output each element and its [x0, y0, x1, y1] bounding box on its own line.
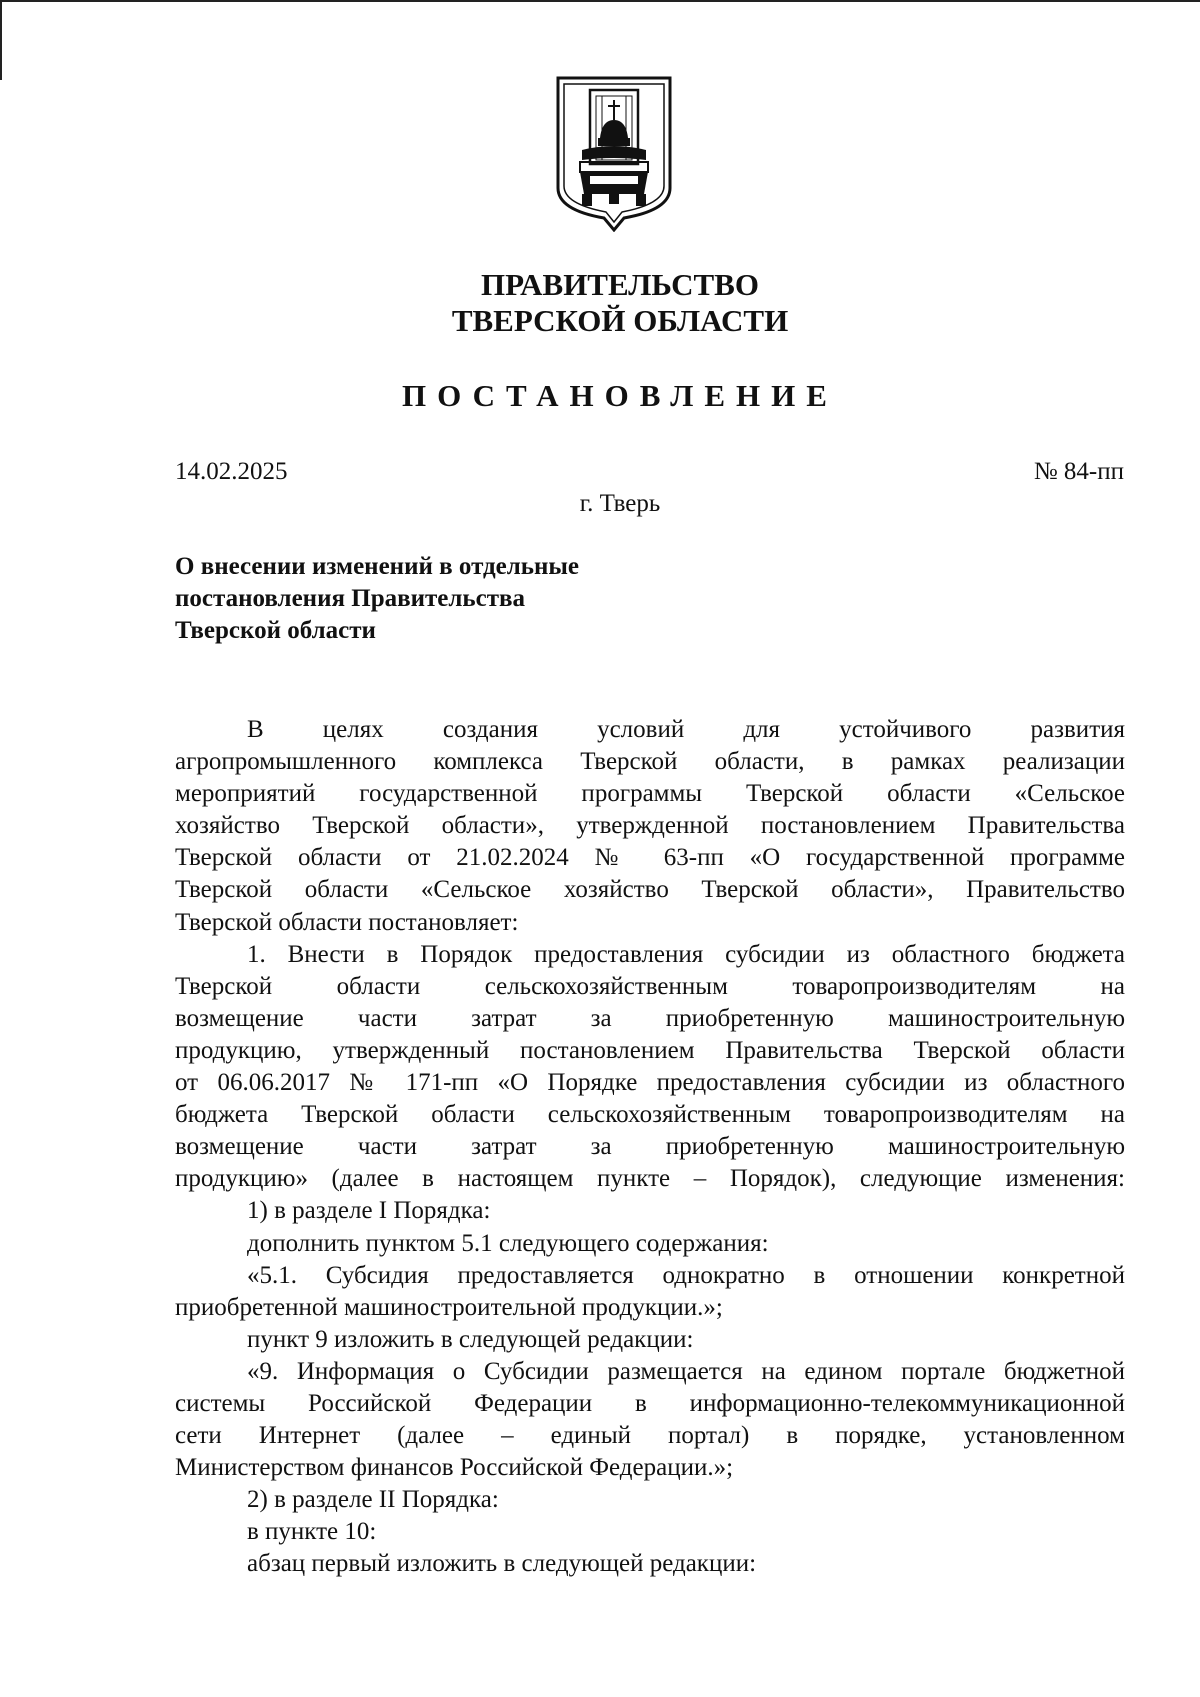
subject-line: Тверской области	[175, 617, 376, 644]
scan-border-left	[0, 0, 2, 80]
body-line: от 06.06.2017 № 171-пп «О Порядке предоставления субсидии из областного	[175, 1069, 1125, 1097]
government-title-line2: ТВЕРСКОЙ ОБЛАСТИ	[451, 303, 789, 338]
subject-line: постановления Правительства	[175, 585, 525, 612]
body-line: дополнить пунктом 5.1 следующего содержания:	[247, 1229, 769, 1257]
body-line: 1. Внести в Порядок предоставления субсидии из областного бюджета	[247, 940, 1125, 968]
document-city: г. Тверь	[579, 490, 661, 517]
document-number: № 84-пп	[1033, 458, 1124, 485]
body-line: в пункте 10:	[247, 1518, 377, 1546]
body-line: пункт 9 изложить в следующей редакции:	[247, 1325, 694, 1353]
body-line: абзац первый изложить в следующей редакции:	[247, 1550, 757, 1578]
body-line: «9. Информация о Субсидии размещается на едином портале бюджетной	[247, 1357, 1125, 1385]
document-date: 14.02.2025	[175, 458, 288, 485]
body-line: продукцию» (далее в настоящем пункте – Порядок), следующие изменения:	[175, 1165, 1125, 1193]
body-line: хозяйство Тверской области», утвержденной постановлением Правительства	[175, 812, 1125, 840]
body-line: бюджета Тверской области сельскохозяйственным товаропроизводителям на	[175, 1101, 1125, 1129]
body-line: Тверской области постановляет:	[175, 908, 519, 936]
body-line: В целях создания условий для устойчивого развития	[247, 716, 1125, 743]
body-line: «5.1. Субсидия предоставляется однократно в отношении конкретной	[247, 1261, 1125, 1289]
body-line: возмещение части затрат за приобретенную машиностроительную	[175, 1133, 1125, 1161]
body-line: продукцию, утвержденный постановлением Правительства Тверской области	[175, 1036, 1125, 1064]
body-line: Тверской области от 21.02.2024 № 63-пп «О государственной программе	[175, 844, 1125, 872]
body-line: возмещение части затрат за приобретенную машиностроительную	[175, 1004, 1125, 1032]
document-body	[175, 714, 1125, 1581]
government-title-line1: ПРАВИТЕЛЬСТВО	[481, 267, 759, 302]
body-line: агропромышленного комплекса Тверской области, в рамках реализации	[175, 748, 1125, 776]
scan-border-top	[0, 0, 1200, 2]
subject-line: О внесении изменений в отдельные	[175, 553, 580, 580]
document-type-title: ПОСТАНОВЛЕНИЕ	[402, 378, 838, 413]
body-line: Министерством финансов Российской Федерации.»;	[175, 1454, 734, 1482]
body-line: сети Интернет (далее – единый портал) в порядке, установленном	[175, 1422, 1125, 1450]
body-line: Тверской области «Сельское хозяйство Тверской области», Правительство	[175, 876, 1125, 904]
tver-coat-of-arms-icon	[554, 76, 674, 232]
body-line: мероприятий государственной программы Тверской области «Сельское	[175, 780, 1125, 808]
document-subject	[175, 551, 775, 647]
body-line: Тверской области сельскохозяйственным товаропроизводителям на	[175, 972, 1125, 1000]
body-line: 2) в разделе II Порядка:	[247, 1486, 499, 1514]
body-line: системы Российской Федерации в информационно-телекоммуникационной	[175, 1389, 1125, 1417]
body-line: 1) в разделе I Порядка:	[247, 1197, 491, 1225]
body-line: приобретенной машиностроительной продукции.»;	[175, 1293, 723, 1321]
